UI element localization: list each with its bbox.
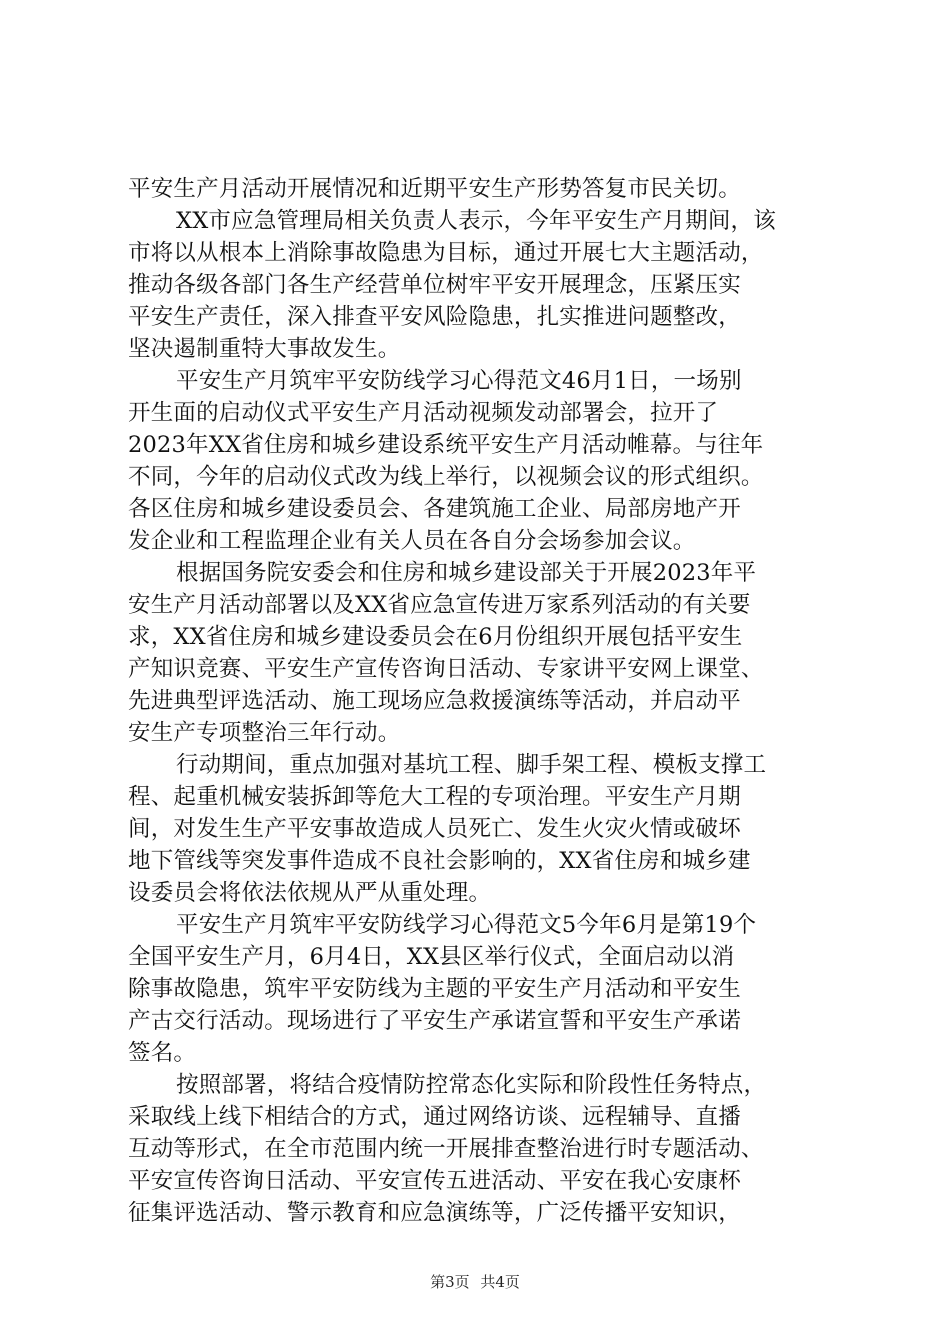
text-line: 不同，今年的启动仪式改为线上举行，以视频会议的形式组织。 <box>128 464 764 490</box>
text-line: 平安宣传咨询日活动、平安宣传五进活动、平安在我心安康杯 <box>128 1168 741 1194</box>
text-line: 平安生产月活动开展情况和近期平安生产形势答复市民关切。 <box>128 176 741 202</box>
text-line: 互动等形式，在全市范围内统一开展排查整治进行时专题活动、 <box>128 1136 764 1162</box>
text-line: 安生产月活动部署以及XX省应急宣传进万家系列活动的有关要 <box>128 592 751 618</box>
paragraph-start-line: 平安生产月筑牢平安防线学习心得范文46月1日，一场别 <box>176 368 742 394</box>
paragraph-start-line: XX市应急管理局相关负责人表示，今年平安生产月期间，该 <box>176 208 776 234</box>
text-line: 产知识竞赛、平安生产宣传咨询日活动、专家讲平安网上课堂、 <box>128 656 764 682</box>
text-line: 安生产专项整治三年行动。 <box>128 720 401 746</box>
text-line: 签名。 <box>128 1040 197 1066</box>
page-total: 共4页 <box>480 1273 520 1291</box>
text-line: 2023年XX省住房和城乡建设系统平安生产月活动帷幕。与往年 <box>128 432 764 458</box>
text-line: 发企业和工程监理企业有关人员在各自分会场参加会议。 <box>128 528 696 554</box>
text-line: 地下管线等突发事件造成不良社会影响的，XX省住房和城乡建 <box>128 848 751 874</box>
text-line: 除事故隐患，筑牢平安防线为主题的平安生产月活动和平安生 <box>128 976 741 1002</box>
page-number: 第3页 <box>430 1273 470 1291</box>
text-line: 征集评选活动、警示教育和应急演练等，广泛传播平安知识， <box>128 1200 741 1226</box>
text-line: 采取线上线下相结合的方式，通过网络访谈、远程辅导、直播 <box>128 1104 741 1130</box>
text-line: 求，XX省住房和城乡建设委员会在6月份组织开展包括平安生 <box>128 624 743 650</box>
text-line: 全国平安生产月，6月4日，XX县区举行仪式，全面启动以消 <box>128 944 735 970</box>
paragraph-start-line: 行动期间，重点加强对基坑工程、脚手架工程、模板支撑工 <box>176 752 767 778</box>
page-footer <box>0 1272 950 1292</box>
text-line: 先进典型评选活动、施工现场应急救援演练等活动，并启动平 <box>128 688 741 714</box>
paragraph-start-line: 按照部署，将结合疫情防控常态化实际和阶段性任务特点， <box>176 1072 767 1098</box>
paragraph-start-line: 平安生产月筑牢平安防线学习心得范文5今年6月是第19个 <box>176 912 757 938</box>
text-line: 产古交行活动。现场进行了平安生产承诺宣誓和平安生产承诺 <box>128 1008 741 1034</box>
text-line: 各区住房和城乡建设委员会、各建筑施工企业、局部房地产开 <box>128 496 741 522</box>
text-line: 间，对发生生产平安事故造成人员死亡、发生火灾火情或破坏 <box>128 816 741 842</box>
text-line: 开生面的启动仪式平安生产月活动视频发动部署会，拉开了 <box>128 400 719 426</box>
text-line: 程、起重机械安装拆卸等危大工程的专项治理。平安生产月期 <box>128 784 741 810</box>
text-line: 市将以从根本上消除事故隐患为目标，通过开展七大主题活动， <box>128 240 764 266</box>
text-line: 推动各级各部门各生产经营单位树牢平安开展理念，压紧压实 <box>128 272 741 298</box>
text-line: 设委员会将依法依规从严从重处理。 <box>128 880 492 906</box>
text-line: 坚决遏制重特大事故发生。 <box>128 336 401 362</box>
text-line: 平安生产责任，深入排查平安风险隐患，扎实推进问题整改， <box>128 304 741 330</box>
paragraph-start-line: 根据国务院安委会和住房和城乡建设部关于开展2023年平 <box>176 560 757 586</box>
